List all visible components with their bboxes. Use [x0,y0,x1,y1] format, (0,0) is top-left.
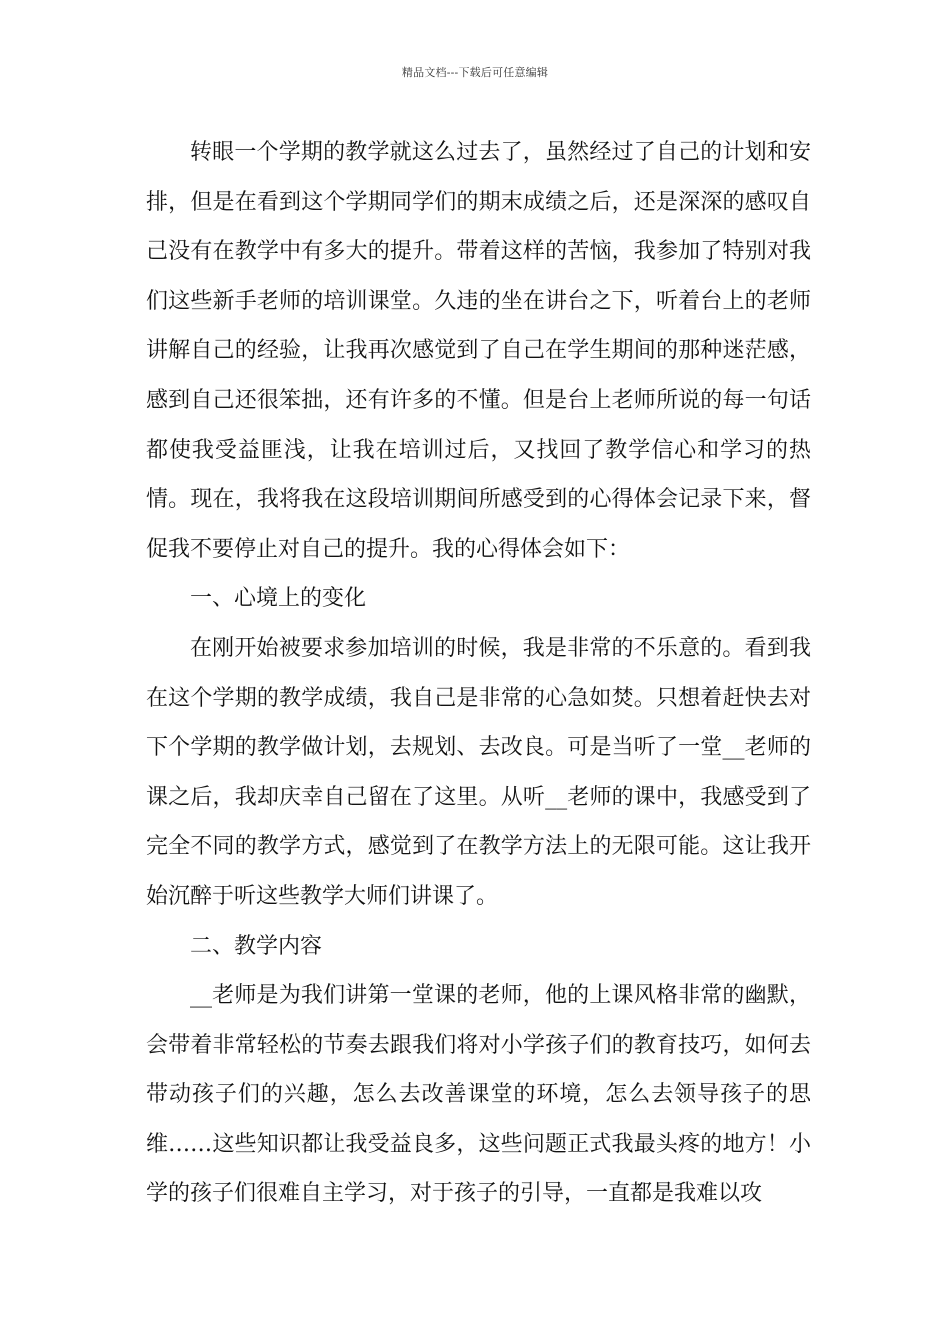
section-heading-2: 二、教学内容 [190,933,323,959]
paragraph-section-1: 在刚开始被要求参加培训的时候，我是非常的不乐意的。看到我在这个学期的教学成绩，我自己是非常的心急如焚。只想着赶快去对下个学期的教学做计划，去规划、去改良。可是当听了一堂__老师的课之后，我却庆幸自己留在了这里。从听__老师的课中，我感受到了完全不同的教学方式，感觉到了在教学方法上的无限可能。这让我开始沉醉于听这些教学大师们讲课了。 [146,635,811,909]
paragraph-intro: 转眼一个学期的教学就这么过去了，虽然经过了自己的计划和安排，但是在看到这个学期同学们的期末成绩之后，还是深深的感叹自己没有在教学中有多大的提升。带着这样的苦恼，我参加了特别对我们这些新手老师的培训课堂。久违的坐在讲台之下，听着台上的老师讲解自己的经验，让我再次感觉到了自己在学生期间的那种迷茫感，感到自己还很笨拙，还有许多的不懂。但是台上老师所说的每一句话都使我受益匪浅，让我在培训过后，又找回了教学信心和学习的热情。现在，我将我在这段培训期间所感受到的心得体会记录下来，督促我不要停止对自己的提升。我的心得体会如下： [146,140,811,562]
page-header: 精品文档---下载后可任意编辑 [401,66,549,79]
document-body [146,128,811,1219]
paragraph-section-2: __老师是为我们讲第一堂课的老师，他的上课风格非常的幽默，会带着非常轻松的节奏去跟我们将对小学孩子们的教育技巧，如何去带动孩子们的兴趣，怎么去改善课堂的环境，怎么去领导孩子的思维……这些知识都让我受益良多，这些问题正式我最头疼的地方！小学的孩子们很难自主学习，对于孩子的引导，一直都是我难以攻 [146,983,811,1207]
section-heading-1: 一、心境上的变化 [190,586,367,612]
